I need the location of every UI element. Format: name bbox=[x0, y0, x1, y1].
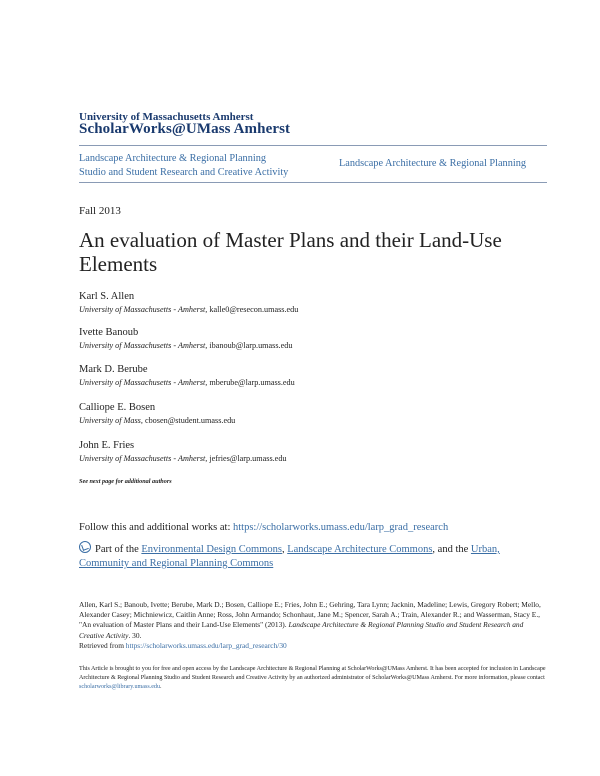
environmental-design-commons-link[interactable]: Environmental Design Commons bbox=[141, 544, 282, 555]
article-url-link[interactable]: https://scholarworks.umass.edu/larp_grad_research/30 bbox=[125, 640, 287, 650]
author-name: Ivette Banoub bbox=[79, 327, 139, 338]
article-title: An evaluation of Master Plans and their Land-Use Elements bbox=[79, 228, 502, 276]
repository-name[interactable]: ScholarWorks@UMass Amherst bbox=[79, 121, 291, 137]
see-next-page-note: See next page for additional authors bbox=[79, 478, 172, 485]
collection-right[interactable]: Landscape Architecture & Regional Planning bbox=[339, 158, 527, 169]
university-name: University of Massachusetts Amherst bbox=[79, 111, 254, 123]
follow-line bbox=[79, 522, 448, 533]
author-affiliation: University of Massachusetts - Amherst, jefries@larp.umass.edu bbox=[79, 454, 287, 463]
recommended-citation: Allen, Karl S.; Banoub, Ivette; Berube, Mark D.; Bosen, Calliope E.; Fries, John E.; Gehring, Tara Lynn; Jacknin, Madeline; Lewis, Gregory Robert; Mello, Alexander Casey; Michniewicz, Caitlin Anne; Ross, John Armando; Schonhaut, Jane M.; Spencer, Sarah A.; Train, Alexander R.; and Wasserman, Stacy E., "An evaluation of Master Plans and their Land-Use Elements" (2013). Landscape Architecture & Regional Planning Studio and Student Research and Creative Activity. 30. Retrieved from https://scholarworks.umass.edu/larp_grad_research/30 bbox=[79, 600, 541, 650]
part-of-prefix: Part of the bbox=[95, 544, 142, 555]
contact-email-link[interactable]: scholarworks@library.umass.edu bbox=[79, 683, 161, 690]
author-affiliation: University of Massachusetts - Amherst, ibanoub@larp.umass.edu bbox=[79, 341, 293, 350]
author-name: Karl S. Allen bbox=[79, 291, 135, 302]
header-divider bbox=[79, 145, 547, 146]
author-affiliation: University of Massachusetts - Amherst, kalle0@resecon.umass.edu bbox=[79, 305, 299, 314]
author-affiliation: University of Mass, cbosen@student.umass.edu bbox=[79, 416, 236, 425]
access-statement: This Article is brought to you for free and open access by the Landscape Architecture & Regional Planning at ScholarWorks@UMass Amherst. It has been accepted for inclusion in Landscape Architecture & Regional Planning Studio and Student Research and Creative Activity by an authorized administrator of ScholarWorks@UMass Amherst. For more information, please contact scholarworks@library.umass.edu. bbox=[79, 666, 546, 690]
author-name: John E. Fries bbox=[79, 440, 135, 451]
collection-divider bbox=[79, 182, 547, 183]
collection-left[interactable] bbox=[79, 152, 288, 179]
collection-left-line1[interactable]: Landscape Architecture & Regional Planning bbox=[79, 153, 267, 164]
collection-url-link[interactable]: https://scholarworks.umass.edu/larp_grad_research bbox=[233, 522, 449, 533]
publication-date: Fall 2013 bbox=[79, 205, 121, 217]
follow-text: Follow this and additional works at: bbox=[79, 522, 233, 533]
author-name: Mark D. Berube bbox=[79, 364, 148, 375]
part-of-commons: Part of the Environmental Design Commons, Landscape Architecture Commons, and the Urban, Community and Regional Planning Commons bbox=[79, 541, 549, 571]
collection-left-line2[interactable]: Studio and Student Research and Creative Activity bbox=[79, 166, 289, 178]
urban-planning-commons-link[interactable]: Urban, Community and Regional Planning Commons bbox=[79, 544, 500, 569]
commons-icon bbox=[79, 541, 91, 553]
author-name: Calliope E. Bosen bbox=[79, 402, 156, 413]
landscape-architecture-commons-link[interactable]: Landscape Architecture Commons bbox=[287, 544, 433, 555]
author-affiliation: University of Massachusetts - Amherst, mberube@larp.umass.edu bbox=[79, 378, 295, 387]
